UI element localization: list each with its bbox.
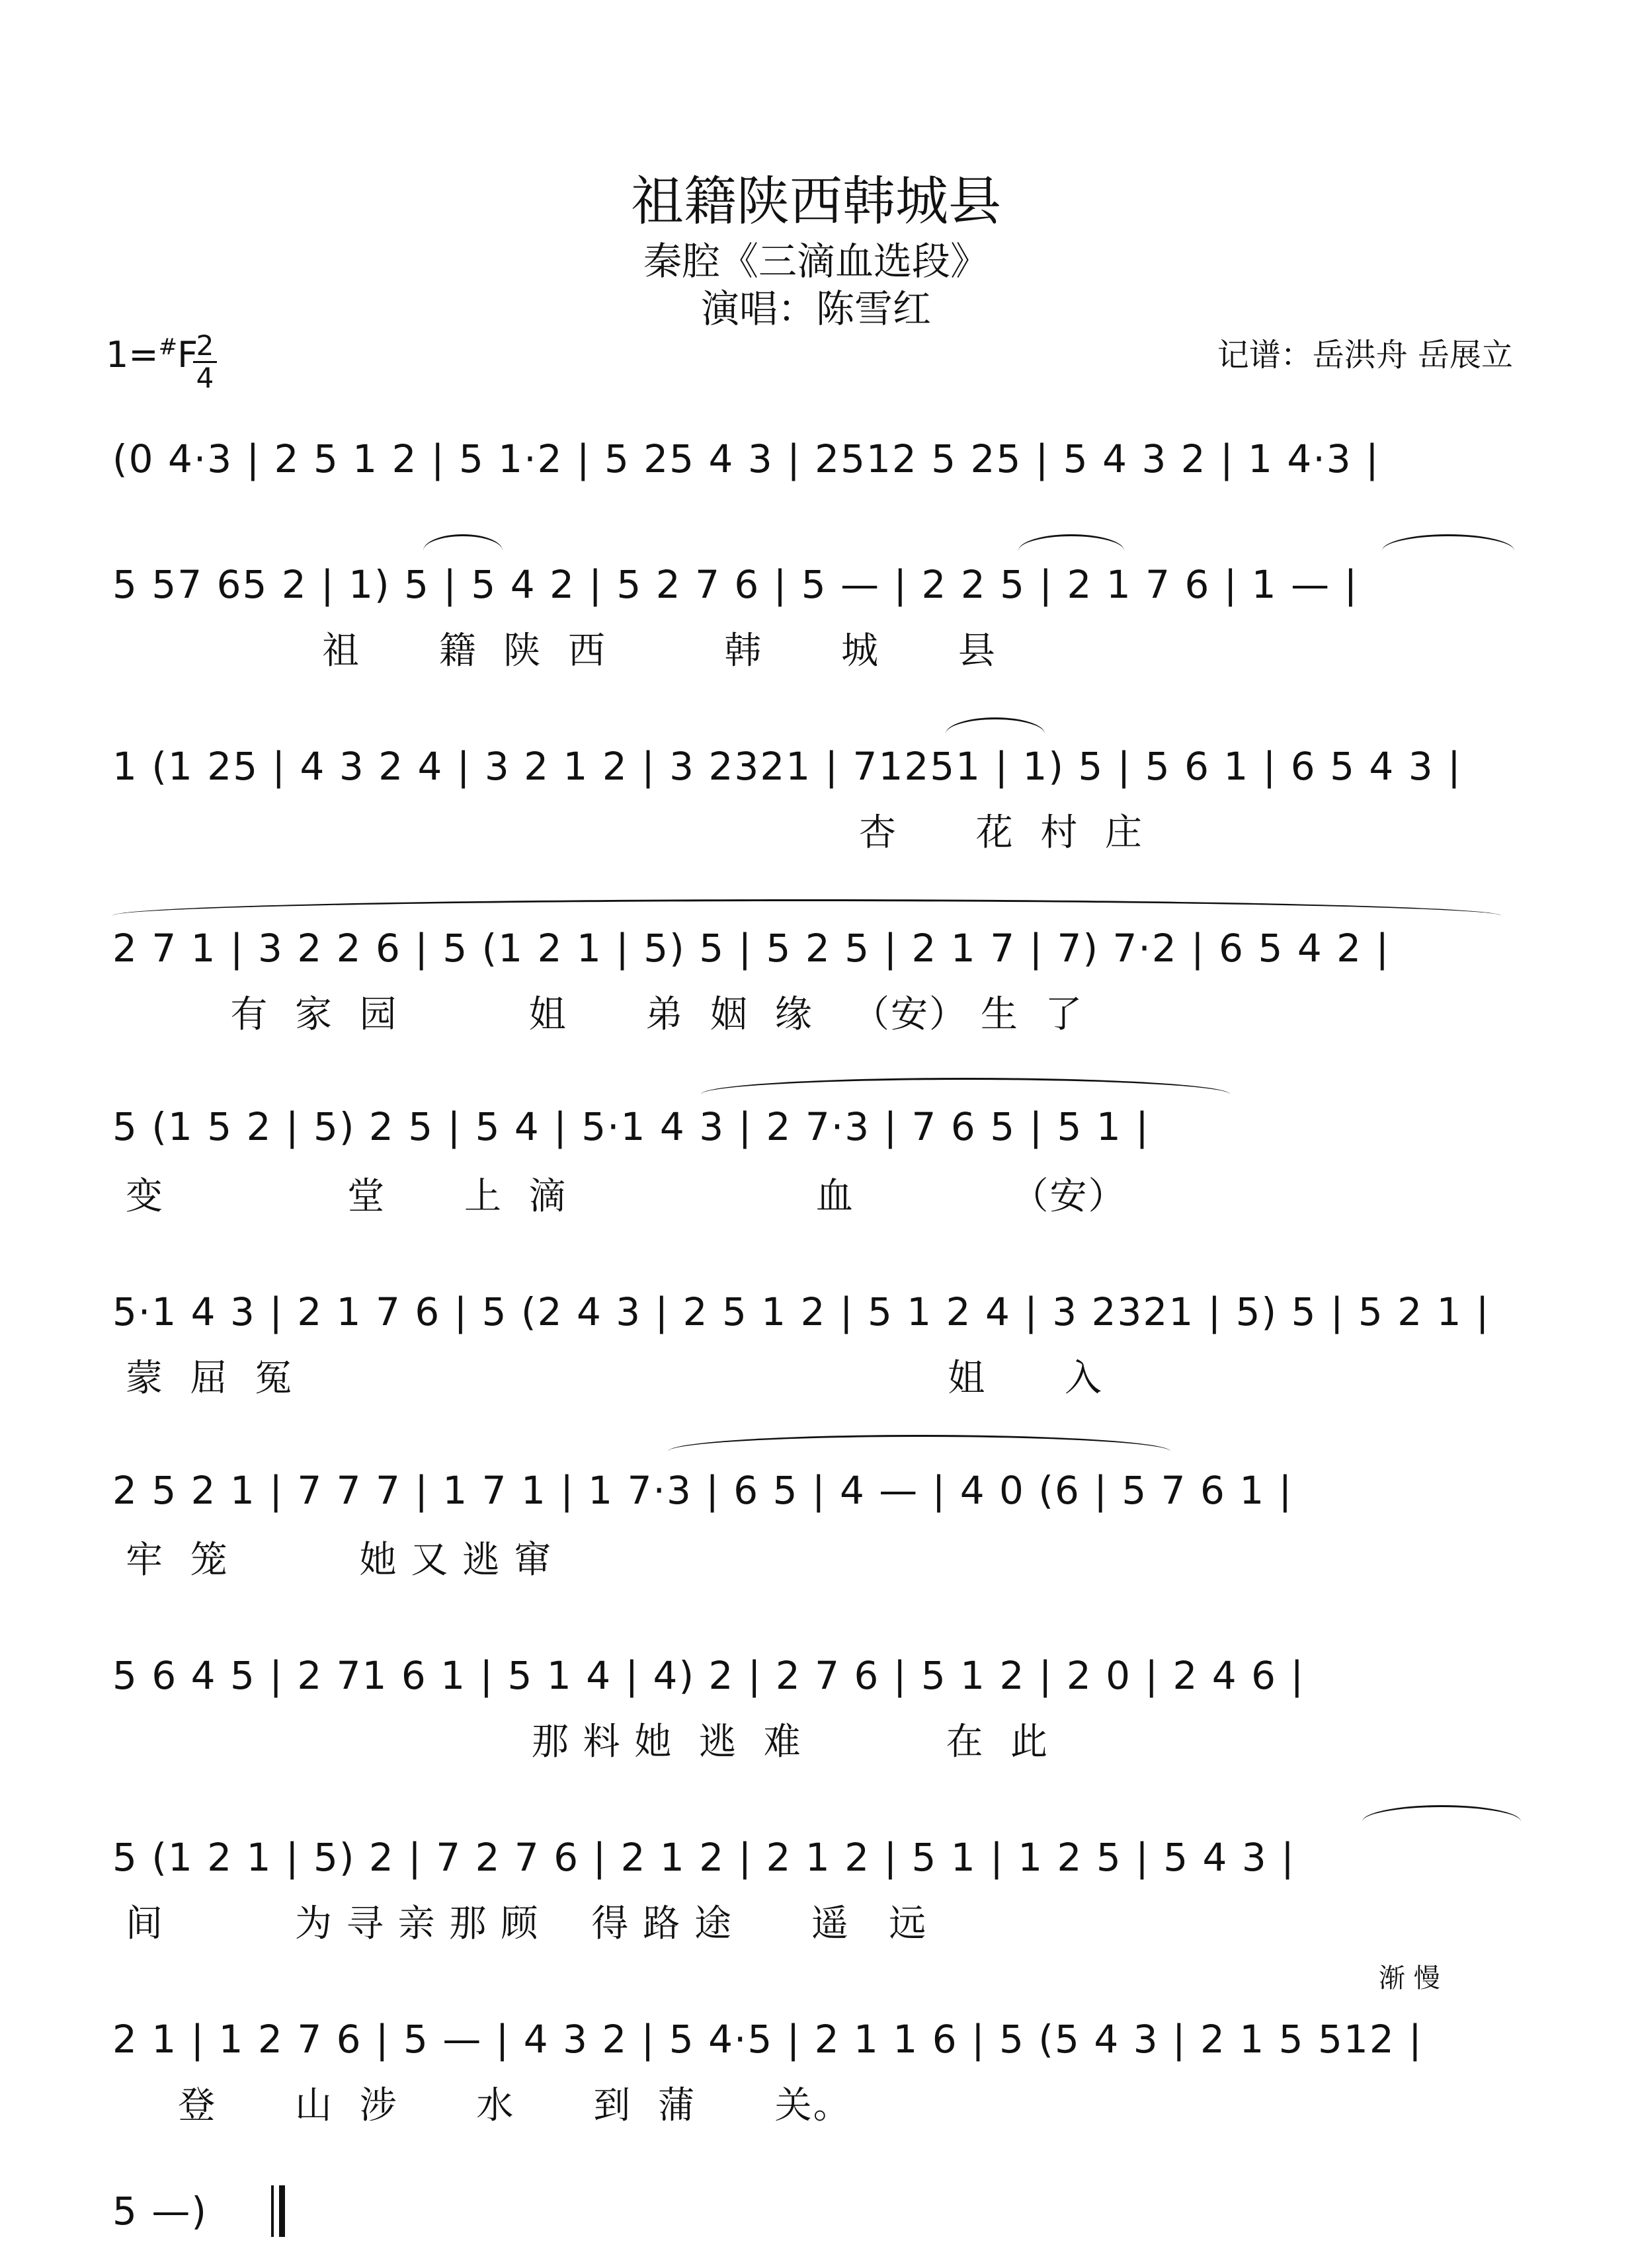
system-2-lyrics: 祖 籍 陕 西 韩 城 县 bbox=[126, 629, 997, 672]
system-3-lyrics: 杏 花 村 庄 bbox=[126, 811, 1143, 854]
slur-arc bbox=[1362, 1805, 1521, 1822]
slur-arc bbox=[112, 899, 1501, 916]
system-7-lyrics: 牢 笼 她 又 逃 窜 bbox=[126, 1539, 553, 1582]
system-5-lyrics: 变 堂 上 滴 血 （安） bbox=[126, 1175, 1127, 1218]
system-1-notes: (0 4·3 | 2 5 1 2 | 5 1·2 | 5 25 4 3 | 2512 5 25 | 5 4 3 2 | 1 4·3 | bbox=[112, 436, 1380, 481]
slur-arc bbox=[1382, 534, 1514, 551]
slur-arc bbox=[1018, 534, 1124, 551]
slur-arc bbox=[701, 1078, 1230, 1094]
key-note: F bbox=[177, 334, 198, 376]
key-prefix: 1= bbox=[106, 334, 159, 376]
system-8-notes: 5 6 4 5 | 2 71 6 1 | 5 1 4 | 4) 2 | 2 7 6 | 5 1 2 | 2 0 | 2 4 6 | bbox=[112, 1653, 1305, 1698]
system-4-lyrics: 有 家 园 姐 弟 姻 缘 （安） 生 了 bbox=[126, 993, 1084, 1036]
system-11-notes: 5 —) bbox=[112, 2189, 208, 2234]
system-5-notes: 5 (1 5 2 | 5) 2 5 | 5 4 | 5·1 4 3 | 2 7·3 | 7 6 5 | 5 1 | bbox=[112, 1104, 1150, 1149]
page-title: 祖籍陕西韩城县 bbox=[631, 171, 1001, 232]
key-signature bbox=[106, 334, 198, 376]
system-10-lyrics: 登 山 涉 水 到 蒲 关。 bbox=[126, 2084, 852, 2127]
singer-credit: 演唱：陈雪红 bbox=[700, 286, 931, 331]
key-sharp: # bbox=[158, 334, 178, 360]
meter-top: 2 bbox=[196, 329, 214, 362]
system-2-notes: 5 57 65 2 | 1) 5 | 5 4 2 | 5 2 7 6 | 5 — | 2 2 5 | 2 1 7 6 | 1 — | bbox=[112, 562, 1359, 607]
meter-bottom: 4 bbox=[196, 362, 214, 394]
system-6-notes: 5·1 4 3 | 2 1 7 6 | 5 (2 4 3 | 2 5 1 2 | 5 1 2 4 | 3 2321 | 5) 5 | 5 2 1 | bbox=[112, 1289, 1490, 1334]
slur-arc bbox=[668, 1435, 1170, 1451]
system-8-lyrics: 那 料 她 逃 难 在 此 bbox=[126, 1721, 1049, 1763]
slur-arc bbox=[946, 717, 1045, 734]
opera-subtitle: 秦腔《三滴血选段》 bbox=[643, 239, 989, 284]
transcriber-credit: 记谱：岳洪舟 岳展立 bbox=[1217, 337, 1513, 374]
system-9-notes: 5 (1 2 1 | 5) 2 | 7 2 7 6 | 2 1 2 | 2 1 2 | 5 1 | 1 2 5 | 5 4 3 | bbox=[112, 1835, 1295, 1880]
system-3-notes: 1 (1 25 | 4 3 2 4 | 3 2 1 2 | 3 2321 | 71251 | 1) 5 | 5 6 1 | 6 5 4 3 | bbox=[112, 744, 1462, 789]
tempo-mark: 渐 慢 bbox=[1379, 1963, 1440, 1994]
system-6-lyrics: 蒙 屈 冤 姐 入 bbox=[126, 1357, 1104, 1400]
time-signature bbox=[192, 331, 218, 393]
system-7-notes: 2 5 2 1 | 7 7 7 | 1 7 1 | 1 7·3 | 6 5 | 4 — | 4 0 (6 | 5 7 6 1 | bbox=[112, 1468, 1293, 1513]
slur-arc bbox=[423, 534, 503, 551]
system-9-lyrics: 间 为 寻 亲 那 顾 得 路 途 遥 远 bbox=[126, 1902, 928, 1945]
system-4-notes: 2 7 1 | 3 2 2 6 | 5 (1 2 1 | 5) 5 | 5 2 5 | 2 1 7 | 7) 7·2 | 6 5 4 2 | bbox=[112, 926, 1391, 971]
system-10-notes: 2 1 | 1 2 7 6 | 5 — | 4 3 2 | 5 4·5 | 2 1 1 6 | 5 (5 4 3 | 2 1 5 512 | bbox=[112, 2017, 1423, 2062]
final-barline bbox=[271, 2185, 283, 2237]
